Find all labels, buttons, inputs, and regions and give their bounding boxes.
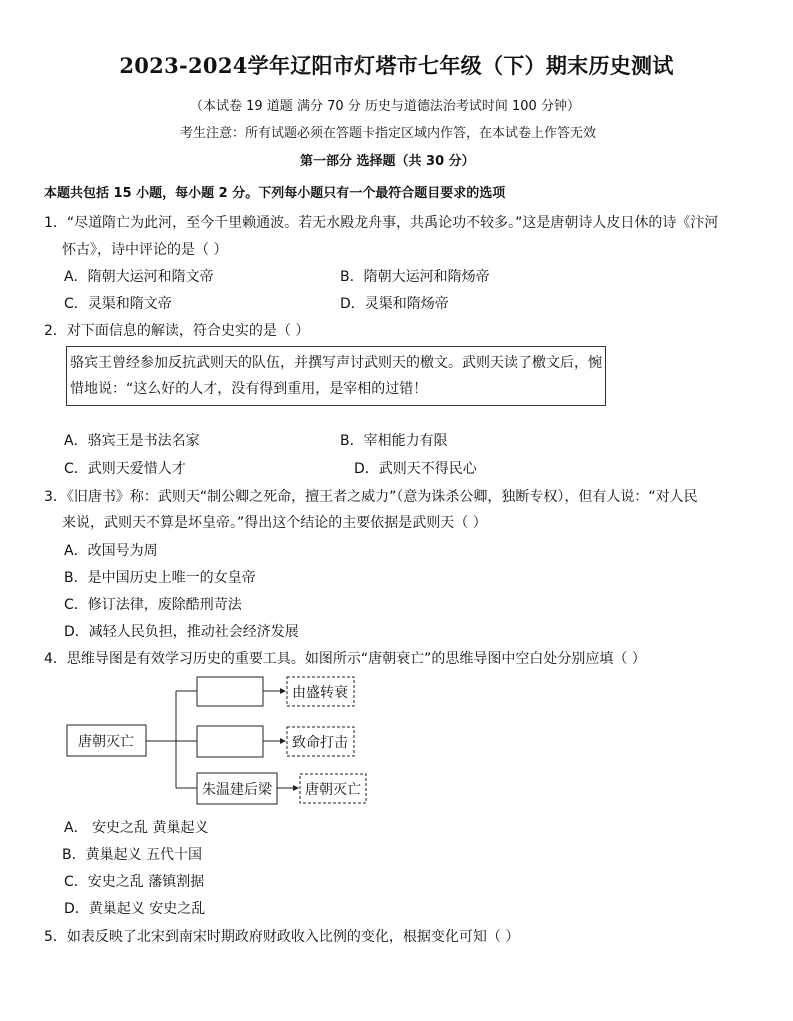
q2-option-b: B．宰相能力有限 — [340, 433, 448, 449]
mind-map-root-label: 唐朝灭亡 — [78, 734, 134, 750]
q2-quote-line1: 骆宾王曾经参加反抗武则天的队伍，并撰写声讨武则天的檄文。武则天读了檄文后，惋 — [70, 355, 602, 371]
instructions: 本题共包括 15 小题，每小题 2 分。下列每小题只有一个最符合题目要求的选项 — [44, 186, 506, 201]
mind-map-blank-box-2 — [197, 726, 263, 757]
mind-map-result-3-label: 唐朝灭亡 — [305, 782, 361, 798]
q3-stem-line2: 来说，武则天不算是坏皇帝。”得出这个结论的主要依据是武则天（ ） — [62, 515, 487, 531]
q3-option-a: A．改国号为周 — [64, 543, 158, 559]
q1-option-c: C．灵渠和隋文帝 — [64, 296, 172, 312]
q3-option-c: C．修订法律，废除酷刑苛法 — [64, 597, 242, 613]
mind-map-branch-3-label: 朱温建后梁 — [202, 782, 272, 798]
q4-option-c: C．安史之乱 藩镇割据 — [64, 874, 205, 890]
exam-notice: 考生注意：所有试题必须在答题卡指定区域内作答，在本试卷上作答无效 — [180, 126, 597, 141]
q2-option-d: D．武则天不得民心 — [354, 461, 477, 477]
q4-option-b: B．黄巢起义 五代十国 — [62, 847, 203, 863]
q1-option-a: A．隋朝大运河和隋文帝 — [64, 269, 214, 285]
exam-info: （本试卷 19 道题 满分 70 分 历史与道德法治考试时间 100 分钟） — [190, 99, 580, 114]
q2-quote-line2: 惜地说：“这么好的人才，没有得到重用，是宰相的过错！ — [70, 381, 428, 397]
q2-option-a: A．骆宾王是书法名家 — [64, 433, 200, 449]
q1-option-b: B．隋朝大运河和隋炀帝 — [340, 269, 490, 285]
q3-option-b: B．是中国历史上唯一的女皇帝 — [64, 570, 256, 586]
q4-stem: 4．思维导图是有效学习历史的重要工具。如图所示“唐朝衰亡”的思维导图中空白处分别应填（ ） — [44, 651, 646, 667]
mind-map-result-1-label: 由盛转衰 — [292, 685, 348, 701]
q3-stem-line1: 3．《旧唐书》称：武则天“制公卿之死命，擅王者之威力”（意为诛杀公卿，独断专权），但有人说：“对人民 — [44, 489, 698, 505]
part-title: 第一部分 选择题（共 30 分） — [300, 154, 475, 169]
q4-option-d: D．黄巢起义 安史之乱 — [64, 901, 206, 917]
q3-option-d: D．减轻人民负担，推动社会经济发展 — [64, 624, 299, 640]
q2-stem: 2．对下面信息的解读，符合史实的是（ ） — [44, 323, 310, 339]
page-title: 2023-2024学年辽阳市灯塔市七年级（下）期末历史测试 — [119, 53, 674, 78]
q2-option-c: C．武则天爱惜人才 — [64, 461, 186, 477]
q5-stem: 5．如表反映了北宋到南宋时期政府财政收入比例的变化，根据变化可知（ ） — [44, 929, 520, 945]
q1-option-d: D．灵渠和隋炀帝 — [340, 296, 449, 312]
q1-stem-line2: 怀古》，诗中评论的是（ ） — [62, 242, 228, 258]
q4-option-a: A． 安史之乱 黄巢起义 — [64, 820, 209, 836]
mind-map-result-2-label: 致命打击 — [292, 735, 348, 751]
q1-stem-line1: 1．“尽道隋亡为此河，至今千里赖通波。若无水殿龙舟事，共禹论功不较多。”这是唐朝诗人皮日休的诗《汴河 — [44, 215, 719, 231]
mind-map-blank-box-1 — [197, 677, 263, 706]
